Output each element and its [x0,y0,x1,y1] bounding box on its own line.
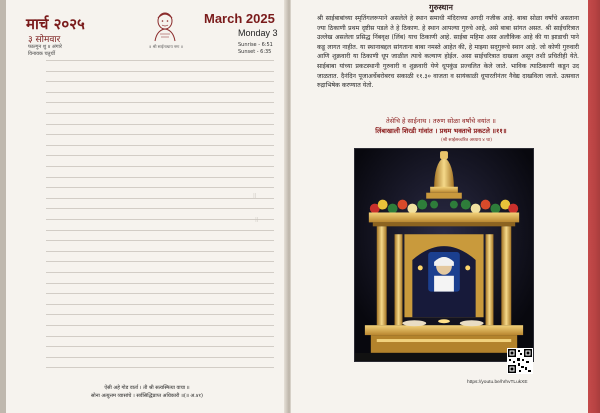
tithi-info: फाल्गुन शु ४ अंगारे [28,44,62,50]
ruled-line [46,145,274,146]
ruled-line [46,240,274,241]
ruled-line [46,314,274,315]
ruled-line [46,293,274,294]
ruled-line [46,177,274,178]
ruled-line [46,81,274,82]
sai-baba-portrait-icon [152,10,178,42]
ruled-line [46,272,274,273]
ruled-line [46,346,274,347]
gurusthan-shrine-photo [354,148,534,362]
festival-info: विनायक चतुर्थी [28,51,55,57]
qr-code-icon[interactable] [507,348,533,374]
verse-line-2: लिंबाखाली शिरडी गांवांत । प्रथम भक्ताचे प्रकटले ॥११॥ [375,127,507,135]
ruled-line [46,71,274,72]
page-title: गुरुस्थान [429,2,453,12]
ruled-line [46,208,274,209]
ruled-line [46,367,274,368]
deity-caption: ॥ श्री साईनाथाय नमः ॥ [148,44,184,49]
ruled-line [46,251,274,252]
ruled-line [46,325,274,326]
sunset-time: Sunset - 6:35 [238,49,272,55]
ruled-line [46,60,274,61]
footer-quote-line1: ऐसी अहे गोड वार्ता । ती श्री सत्यस्मित्या वाचा ॥ [104,385,190,391]
right-page-edge [588,0,600,413]
ruled-line [46,357,274,358]
video-link[interactable]: https://youtu.be/hrhvTLukXE [467,380,528,385]
month-english: March 2025 [204,11,275,26]
bleed-through-mark: ॥ [254,215,259,224]
footer-quote-line2: सोना अत्युत्तम व्यासांचे । सर्वसिद्धिप्राप्त अधिकारी ॥(॥ अ.४१) [91,393,203,399]
ruled-line [46,92,274,93]
ruled-line [46,336,274,337]
verse-line-1: तेसेचि हे साईनाथ । तरुण सोळा वर्षांचे वयांत ॥ [386,117,496,125]
ruled-line [46,283,274,284]
ruled-line [46,102,274,103]
sunrise-time: Sunrise - 6:51 [238,42,273,48]
ruled-line [46,166,274,167]
ruled-line [46,219,274,220]
month-marathi: मार्च २०२५ [26,15,85,33]
verse-source: (श्री साईसच्चरित्र अध्याय ४ था) [441,138,492,143]
ruled-line [46,261,274,262]
body-paragraph: श्री साईबाबांच्या स्मृतिंगलरूपाने असलेले हे स्थान समाधी मंदिराच्या अगदी नजीक आहे. बाबा सोळा वर्षांचे असताना ज्या ठिकाणी प्रथम दृष्टीस पडले ते हे ठिकाण. हे स्थान आपल्या गुरुचे आहे, असे बाबा सांगत असत. श्री साईचरित्रात उल्लेख असलेला प्रसिद्ध निंबवृक्ष (लिंब) याच ठिकाणी आहे. साईबा महिमा असा अलौकिक आहे की या झाडाची पाने कडू लागत नाहीत. या स्थानाबद्दल सांगताना बाबा नमस्ते आहेत की, हे माझ्या सद्‌गुरूचे स्थान आहे. जो कोणी गुरुवारी आणि शुक्रवारी या ठिकाणी धूप जाळील त्याचे कल्याण होईल. असा साईचरित्रात दाखला असून तशी प्रचितीही येते. साईबाबा यांच्या प्रकटस्थानी गुरुवारी व शुक्रवारी येणे धूपकुंड प्रज्वलित केले जाते. भाविक त्याठिकाणी कडून उद जाळतात. दैनंदिन पूजाअर्चेबरोबरच सकाळी ११.३० वाजता व सायंकाळी धूपारतीनंतर नैवेद्य दाखविला जातो. उत्सवात रुद्राभिषेक करण्यात येतो. [317,15,579,90]
bleed-through-mark: ॥ [252,191,257,200]
ruled-line [46,155,274,156]
day-marathi: ३ सोमवार [28,35,61,45]
ruled-line [46,113,274,114]
right-page [290,0,590,413]
left-page [6,0,288,413]
ruled-line [46,230,274,231]
ruled-line [46,124,274,125]
ruled-line [46,187,274,188]
writing-lines [46,60,274,378]
day-english: Monday 3 [238,28,278,38]
ruled-line [46,134,274,135]
ruled-line [46,198,274,199]
ruled-line [46,304,274,305]
